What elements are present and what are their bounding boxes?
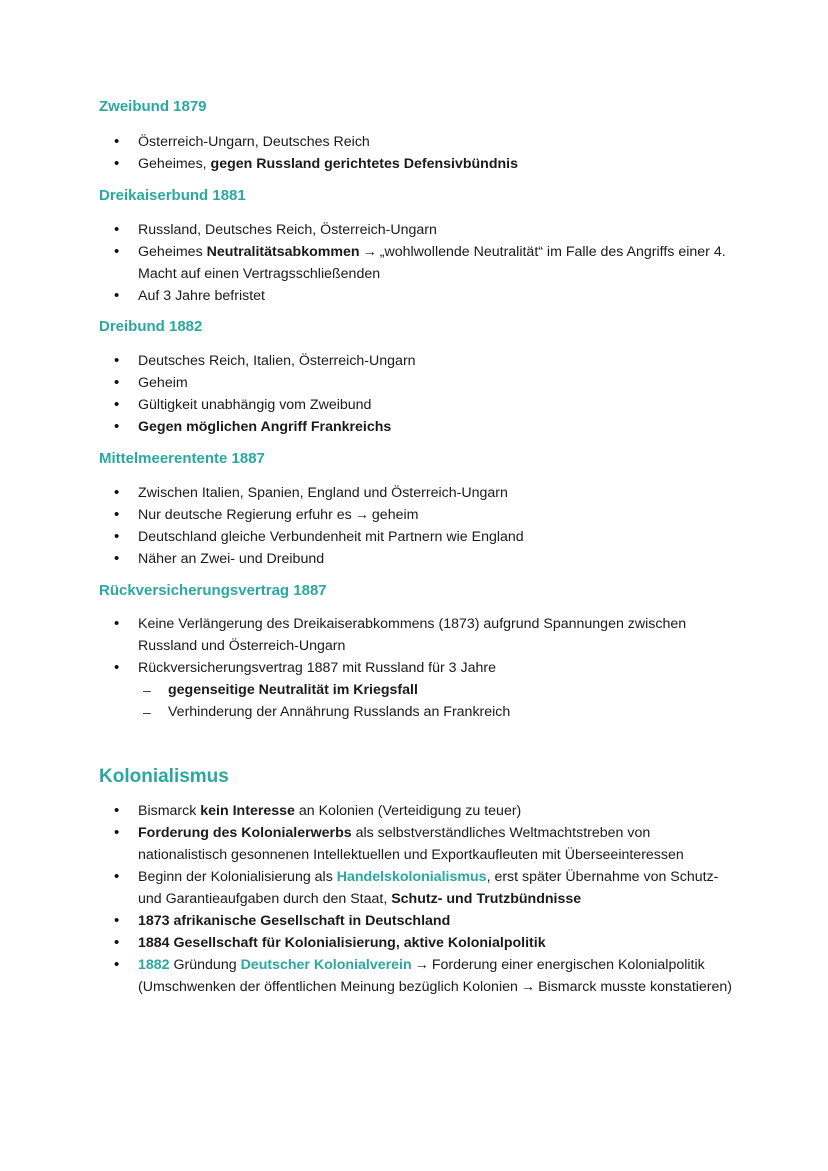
sub-list-item: – Verhinderung der Annährung Russlands an Frankreich (138, 701, 738, 723)
list-item: • Keine Verlängerung des Dreikaiserabkommens (1873) aufgrund Spannungen zwischen Russland und Österreich-Ungarn (0, 613, 828, 657)
heading-mittelmeerentente: Mittelmeerentente 1887 (99, 450, 265, 467)
list-item: • Bismarck kein Interesse an Kolonien (Verteidigung zu teuer) (0, 800, 828, 822)
arrow-right-icon: → (354, 507, 369, 523)
heading-kolonialismus: Kolonialismus (99, 766, 229, 787)
list-item: • Deutsches Reich, Italien, Österreich-Ungarn (0, 350, 828, 372)
list-item: • Deutschland gleiche Verbundenheit mit Partnern wie England (0, 526, 828, 548)
heading-dreibund: Dreibund 1882 (99, 318, 203, 335)
list-item: • Näher an Zwei- und Dreibund (0, 548, 828, 570)
list-item: • Beginn der Kolonialisierung als Handelskolonialismus, erst später Übernahme von Schutz- und Garantieaufgaben durch den Staat, Schutz- und Trutzbündnisse (0, 866, 828, 910)
list-item: • Geheimes, gegen Russland gerichtetes Defensivbündnis (0, 153, 828, 175)
list-item: • Russland, Deutsches Reich, Österreich-Ungarn (0, 219, 828, 241)
list-dreikaiserbund (0, 219, 828, 307)
list-item: • 1873 afrikanische Gesellschaft in Deutschland (0, 910, 828, 932)
sub-list (138, 679, 738, 723)
heading-zweibund: Zweibund 1879 (99, 98, 207, 115)
list-item: • Geheim (0, 372, 828, 394)
list-rueckversicherungsvertrag (0, 613, 828, 723)
list-item: • Rückversicherungsvertrag 1887 mit Russland für 3 Jahre – gegenseitige Neutralität im Kriegsfall – Verhinderung der Annährung Russlands an Frankreich (0, 657, 828, 723)
arrow-right-icon: → (520, 979, 536, 995)
list-item: • Gegen möglichen Angriff Frankreichs (0, 416, 828, 438)
list-item: • Gültigkeit unabhängig vom Zweibund (0, 394, 828, 416)
list-item: • 1882 Gründung Deutscher Kolonialverein → Forderung einer energischen Kolonialpolitik (Umschwenken der öffentlichen Meinung bezüglich Kolonien → Bismarck musste konstatieren) (0, 954, 828, 998)
list-kolonialismus (0, 800, 828, 998)
heading-dreikaiserbund: Dreikaiserbund 1881 (99, 187, 246, 204)
list-item: • 1884 Gesellschaft für Kolonialisierung, aktive Kolonialpolitik (0, 932, 828, 954)
heading-rueckversicherungsvertrag: Rückversicherungsvertrag 1887 (99, 582, 327, 599)
list-dreibund (0, 350, 828, 438)
arrow-right-icon: → (362, 244, 377, 260)
sub-list-item: – gegenseitige Neutralität im Kriegsfall (138, 679, 738, 701)
list-item: • Geheimes Neutralitätsabkommen → „wohlwollende Neutralität“ im Falle des Angriffs einer 4. Macht auf einen Vertragsschließenden (0, 241, 828, 285)
list-mittelmeerentente (0, 482, 828, 570)
arrow-right-icon: → (414, 957, 429, 973)
list-item: • Zwischen Italien, Spanien, England und Österreich-Ungarn (0, 482, 828, 504)
list-zweibund (0, 131, 828, 175)
list-item: • Nur deutsche Regierung erfuhr es → geheim (0, 504, 828, 526)
list-item: • Forderung des Kolonialerwerbs als selbstverständliches Weltmachtstreben von nationalistisch gesonnenen Intellektuellen und Exportkaufleuten mit Überseeinteressen (0, 822, 828, 866)
list-item: • Auf 3 Jahre befristet (0, 285, 828, 307)
list-item: • Österreich-Ungarn, Deutsches Reich (0, 131, 828, 153)
